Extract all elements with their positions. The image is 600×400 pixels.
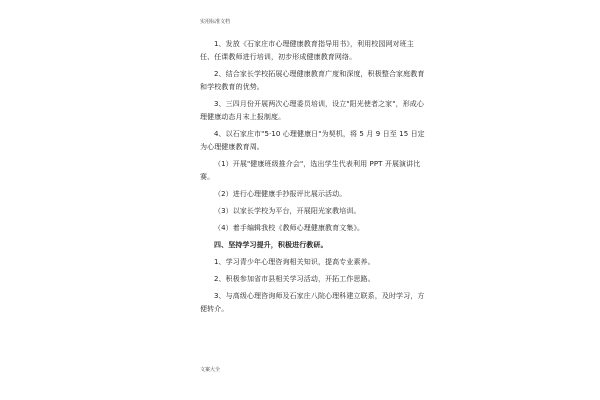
study-item-3: 3、与高级心理咨询师及石家庄八院心理科建立联系，及时学习，方便转介。 — [200, 292, 425, 313]
sub-item-1: （1）开展"健康班级推介会"，选出学生代表利用 PPT 开展演讲比赛。 — [200, 160, 421, 181]
paragraph-item-4: 4、以石家庄市"5·10 心理健康日"为契机，将 5 月 9 日至 15 日定为心理健康教育周。 — [200, 130, 425, 151]
sub-item-4: （4）着手编辑我校《教师心理健康教育文集》。 — [214, 224, 365, 232]
paragraph-item-3: 3、三四月份开展两次心理委员培训，设立"阳光使者之家"，形成心理健康动态月末上报制度。 — [200, 100, 424, 121]
document-body — [200, 38, 428, 320]
paragraph-item-2: 2、结合家长学校拓展心理健康教育广度和深度，积极整合家庭教育和学校教育的优势。 — [200, 70, 425, 91]
study-item-2: 2、积极参加省市县相关学习活动，开拓工作思路。 — [214, 275, 375, 283]
sub-item-2: （2）进行心理健康手抄报评比展示活动。 — [214, 190, 347, 198]
section-heading: 四、坚持学习提升，积极进行教研。 — [214, 241, 328, 249]
sub-item-3: （3）以家长学校为平台，开展阳光家教培训。 — [214, 207, 361, 215]
page-footer-label: 文案大全 — [200, 367, 221, 373]
study-item-1: 1、学习青少年心理咨询相关知识，提高专业素养。 — [214, 258, 375, 266]
paragraph-item-1: 1、发放《石家庄市心理健康教育指导用书》，利用校园网对班主任、任课教师进行培训，初步形成健康教育网络。 — [200, 40, 414, 61]
page-header-label: 实用标准文档 — [200, 19, 231, 25]
